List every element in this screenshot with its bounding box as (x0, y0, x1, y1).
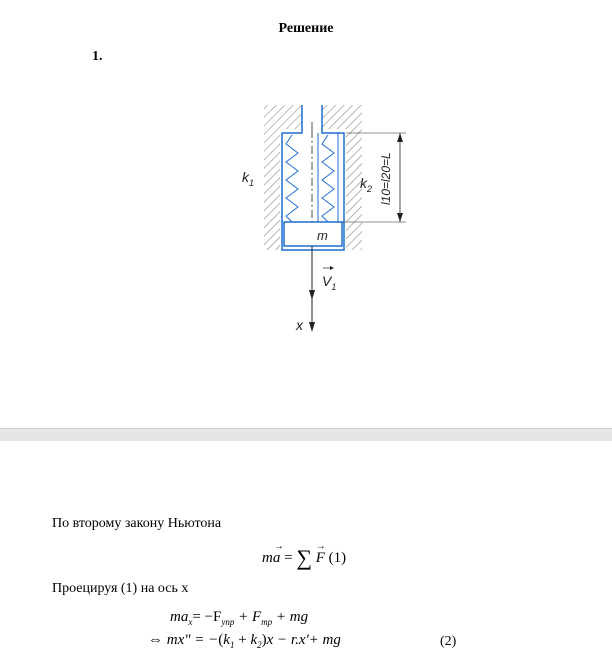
label-v1: $V_1$ (322, 273, 337, 292)
item-number: 1. (92, 49, 103, 64)
left-wall-hatch (264, 105, 280, 250)
newton-law-text: По второму закону Ньютона (52, 516, 222, 531)
spring-k1 (286, 135, 298, 222)
dimension-label: l10=l20=L (379, 152, 393, 205)
spring-k2 (322, 135, 334, 222)
equation-1: ma → = ∑ F → (1) (262, 541, 347, 570)
label-m: m (317, 228, 328, 243)
page-title: Решение (278, 21, 334, 36)
equation-2a: $ma_x= -F_{упр} + F_{тр}$ + mg (170, 609, 309, 627)
page-2 (0, 441, 612, 655)
eq1-ref: (1) (328, 550, 347, 566)
eq2-ref: (2) (440, 634, 457, 649)
equation-2b: ⇔ mx" = $-(k_1 + k_2)x - r.x'+$ mg (148, 632, 341, 650)
label-k2: $k_2$ (360, 175, 373, 194)
velocity-arrow (309, 290, 315, 300)
label-k1: $k_1$ (242, 169, 255, 188)
mass-block (284, 222, 342, 246)
projection-text: Проецируя (1) на ось x (52, 581, 189, 596)
label-x: x (296, 317, 303, 333)
spring-mass-diagram (230, 100, 393, 335)
x-axis-arrow (309, 322, 315, 332)
page-separator (0, 428, 612, 442)
